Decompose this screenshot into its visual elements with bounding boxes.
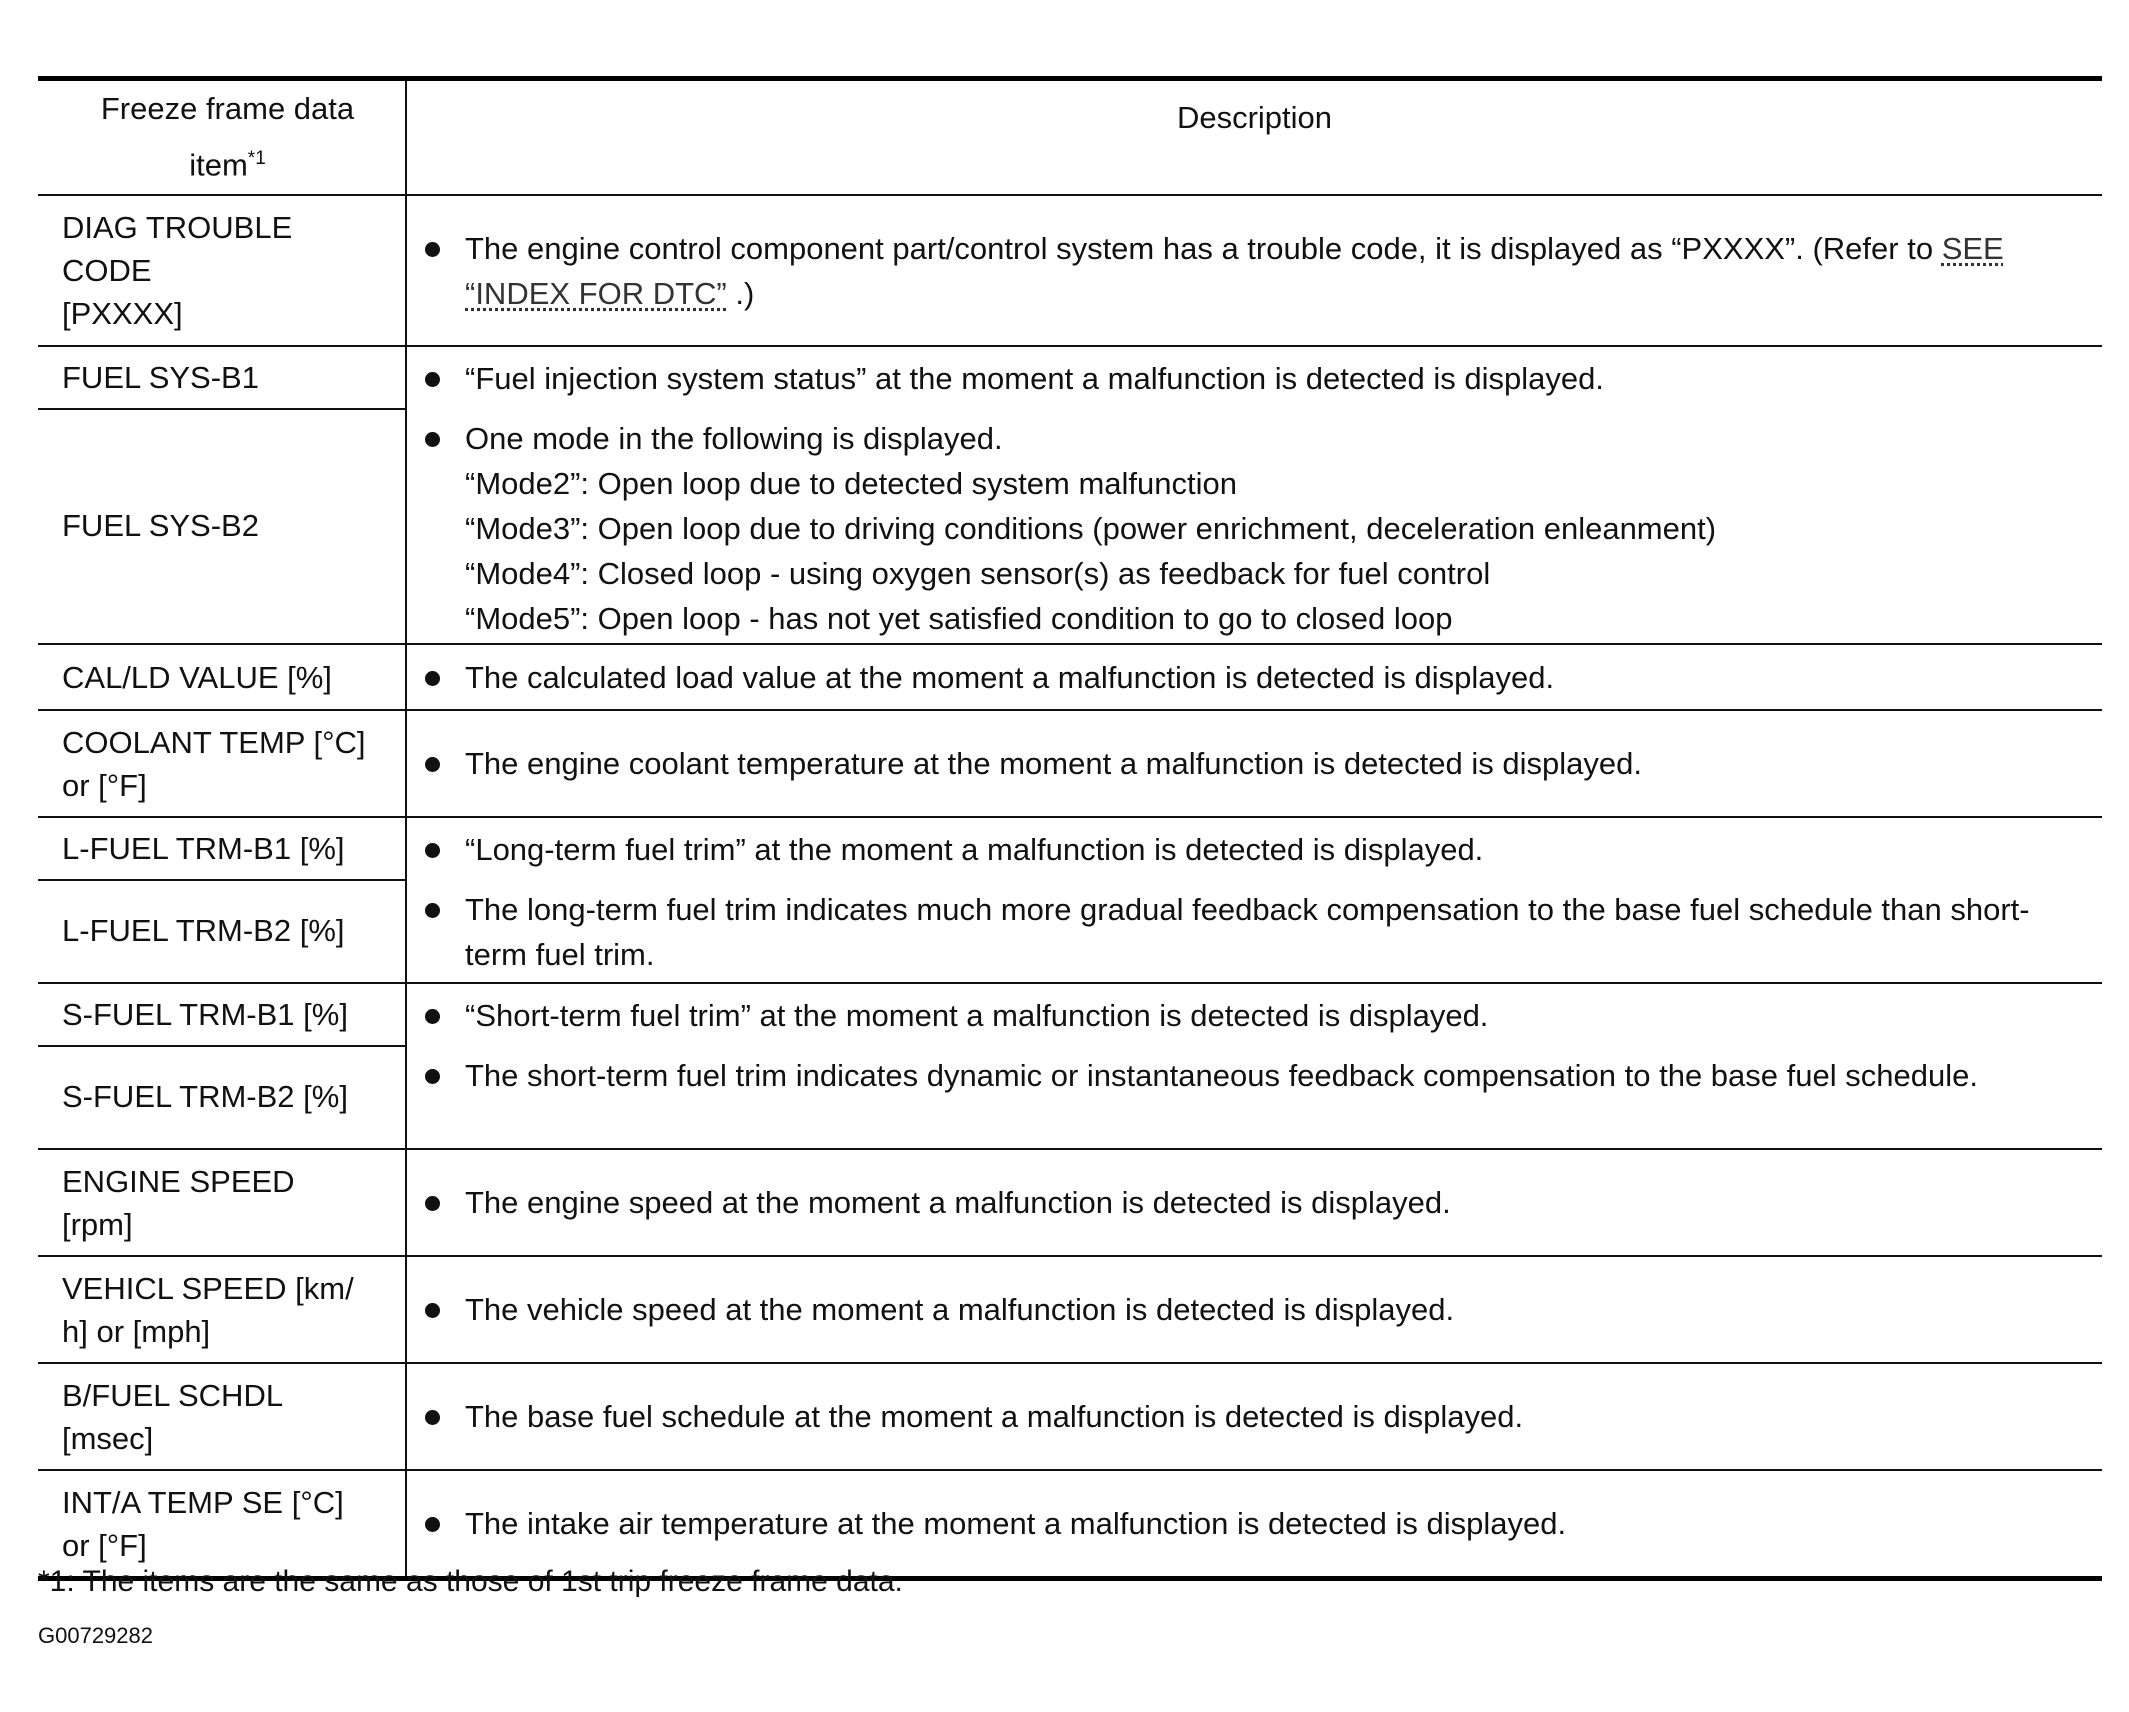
description-text (465, 226, 2082, 316)
description-text (465, 1180, 2082, 1225)
description-line: The engine control component part/control system has a trouble code, it is displayed as “PXXXX”. (Refer to (465, 230, 1942, 266)
bullet-icon (425, 1410, 440, 1425)
item-cell (38, 347, 405, 410)
bullet-icon (425, 903, 440, 918)
description-text (465, 655, 2082, 700)
description-column (407, 1150, 2102, 1255)
description-cell (407, 818, 2102, 881)
item-column (38, 1364, 407, 1469)
bullet-icon (425, 671, 440, 686)
item-label-line: or [°F] (62, 1527, 147, 1563)
description-text (465, 887, 2082, 977)
description-cell (407, 196, 2102, 345)
description-text (465, 827, 2082, 872)
description-cell (407, 711, 2102, 816)
table-row (38, 711, 2102, 818)
description-cell (407, 984, 2102, 1047)
bullet-icon (425, 1303, 440, 1318)
item-label-line: [msec] (62, 1420, 154, 1456)
bullet-icon (425, 757, 440, 772)
item-column (38, 711, 407, 816)
header-description: Description (1176, 100, 1333, 135)
description-line: The intake air temperature at the moment a malfunction is detected is displayed. (465, 1506, 1567, 1541)
index-for-dtc-link[interactable]: SEE “INDEX FOR DTC” (465, 230, 2004, 311)
header-item-line1: Freeze frame data (100, 91, 355, 127)
table-row (38, 818, 2102, 984)
description-text (465, 1394, 2082, 1439)
item-column (38, 818, 407, 982)
item-label-line: VEHICL SPEED [km/ (62, 1270, 354, 1306)
description-text (465, 993, 2082, 1038)
item-label-line: or [°F] (62, 767, 147, 803)
bullet-icon (425, 242, 440, 257)
bullet-icon (425, 1009, 440, 1024)
footnote-marker: *1 (247, 148, 266, 170)
mode-line: “Mode4”: Closed loop - using oxygen sensor(s) as feedback for fuel control (465, 556, 1491, 591)
description-text (465, 741, 2082, 786)
table-row (38, 196, 2102, 347)
item-cell (38, 1257, 405, 1362)
description-cell (407, 1257, 2102, 1362)
item-label-line: [rpm] (62, 1206, 133, 1242)
item-column (38, 1471, 407, 1576)
item-cell (38, 645, 405, 709)
description-column (407, 347, 2102, 643)
description-line: The base fuel schedule at the moment a malfunction is detected is displayed. (465, 1399, 1524, 1434)
description-column (407, 196, 2102, 345)
bullet-icon (425, 1517, 440, 1532)
item-cell (38, 881, 405, 980)
description-cell (407, 1471, 2102, 1576)
mode-line: “Mode2”: Open loop due to detected system malfunction (465, 466, 1237, 501)
item-cell (38, 1364, 405, 1469)
item-label-line: INT/A TEMP SE [°C] (62, 1484, 344, 1520)
bullet-icon (425, 372, 440, 387)
table-header (38, 81, 2102, 196)
description-cell (407, 1047, 2102, 1148)
description-line: The engine coolant temperature at the moment a malfunction is detected is displayed. (465, 746, 1642, 781)
item-cell (38, 818, 405, 881)
table-row (38, 984, 2102, 1150)
item-cell (38, 196, 405, 345)
description-text (465, 1501, 2082, 1546)
description-text (465, 356, 2082, 401)
item-label-line: FUEL SYS-B2 (62, 508, 259, 543)
description-cell (407, 1150, 2102, 1255)
description-column (407, 1364, 2102, 1469)
description-line: The long-term fuel trim indicates much more gradual feedback compensation to the base fuel schedule than short-term fuel trim. (465, 892, 2030, 972)
description-line: The short-term fuel trim indicates dynamic or instantaneous feedback compensation to the base fuel schedule. (465, 1058, 1978, 1093)
table-row (38, 1150, 2102, 1257)
description-cell (407, 645, 2102, 709)
description-line: “Short-term fuel trim” at the moment a malfunction is detected is displayed. (465, 998, 1489, 1033)
item-cell (38, 1047, 405, 1146)
description-column (407, 984, 2102, 1148)
description-line: One mode in the following is displayed. (465, 421, 1003, 456)
table-row (38, 1471, 2102, 1576)
header-item-text: item (189, 147, 248, 183)
description-cell (407, 881, 2102, 982)
table-row (38, 645, 2102, 711)
description-line: “Fuel injection system status” at the moment a malfunction is detected is displayed. (465, 361, 1604, 396)
description-cell (407, 1364, 2102, 1469)
item-column (38, 1150, 407, 1255)
item-label-line: COOLANT TEMP [°C] (62, 724, 366, 760)
description-cell (407, 347, 2102, 410)
bullet-icon (425, 1069, 440, 1084)
description-line: “Long-term fuel trim” at the moment a malfunction is detected is displayed. (465, 832, 1484, 867)
header-item (38, 81, 405, 194)
item-cell (38, 410, 405, 641)
item-label-line: S-FUEL TRM-B1 [%] (62, 997, 348, 1032)
freeze-frame-table (38, 76, 2102, 1581)
item-label-line: S-FUEL TRM-B2 [%] (62, 1079, 348, 1114)
item-column (38, 645, 407, 709)
description-line-end: .) (726, 275, 755, 311)
header-item-line2 (189, 134, 266, 190)
item-column (38, 347, 407, 643)
description-line: The vehicle speed at the moment a malfunction is detected is displayed. (465, 1292, 1455, 1327)
item-column (38, 1257, 407, 1362)
table-row (38, 1257, 2102, 1364)
figure-code: G00729282 (38, 1623, 153, 1648)
table-row (38, 1364, 2102, 1471)
description-text (465, 1053, 2082, 1098)
item-label-line: ENGINE SPEED (62, 1163, 295, 1199)
footnote: *1: The items are the same as those of 1st trip freeze frame data. (38, 1565, 903, 1598)
bullet-icon (425, 1196, 440, 1211)
item-cell (38, 1150, 405, 1255)
item-label-line: CODE (62, 253, 152, 288)
description-line: The engine speed at the moment a malfunction is detected is displayed. (465, 1185, 1451, 1220)
item-column (38, 196, 407, 345)
bullet-icon (425, 432, 440, 447)
item-label-line: h] or [mph] (62, 1313, 211, 1349)
item-label-line: L-FUEL TRM-B2 [%] (62, 913, 345, 948)
item-label-line: B/FUEL SCHDL (62, 1377, 284, 1413)
description-column (407, 711, 2102, 816)
description-column (407, 818, 2102, 982)
item-cell (38, 984, 405, 1047)
description-cell (407, 410, 2102, 643)
description-text (465, 416, 2082, 641)
item-label-line: L-FUEL TRM-B1 [%] (62, 831, 345, 866)
item-label-line: [PXXXX] (62, 296, 183, 331)
mode-line: “Mode5”: Open loop - has not yet satisfied condition to go to closed loop (465, 601, 1453, 636)
description-text (465, 1287, 2082, 1332)
description-column (407, 645, 2102, 709)
item-cell (38, 1471, 405, 1576)
bullet-icon (425, 843, 440, 858)
description-line: The calculated load value at the moment a malfunction is detected is displayed. (465, 659, 1555, 695)
description-column (407, 1257, 2102, 1362)
item-column (38, 984, 407, 1148)
item-label-line: DIAG TROUBLE (62, 210, 293, 245)
item-label-line: FUEL SYS-B1 (62, 360, 259, 395)
table-row (38, 347, 2102, 645)
item-label-line: CAL/LD VALUE [%] (62, 659, 332, 695)
description-column (407, 1471, 2102, 1576)
mode-line: “Mode3”: Open loop due to driving conditions (power enrichment, deceleration enleanment) (465, 511, 1717, 546)
item-cell (38, 711, 405, 816)
